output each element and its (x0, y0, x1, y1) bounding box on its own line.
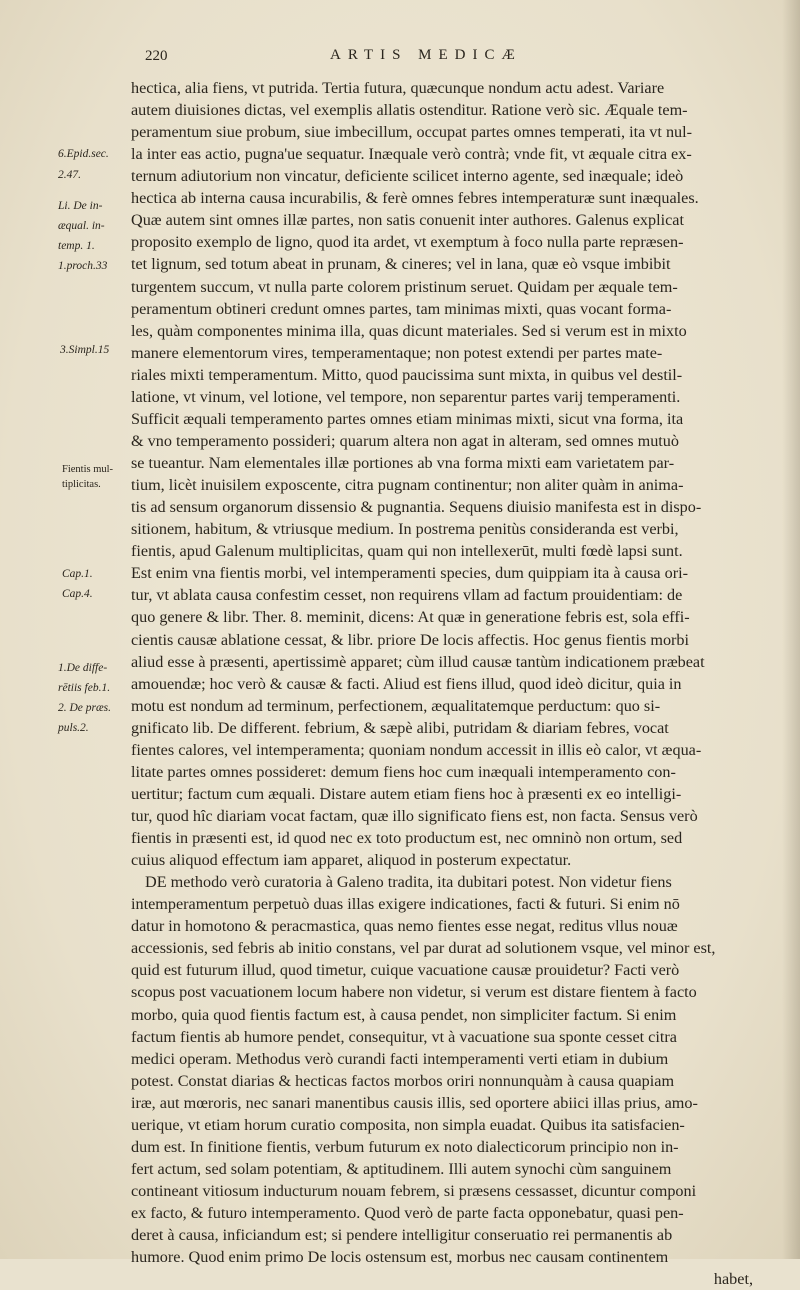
margin-note (58, 198, 138, 254)
text-line: tium, licèt inuisilem exposcente, citra pugnam continentur; non aliter quàm in anima- (131, 476, 684, 495)
text-line: uertitur; factum cum æquali. Distare autem etiam fiens hoc à præsenti ex eo intelligi- (131, 784, 682, 803)
margin-note-line: Cap.1. (62, 568, 93, 580)
margin-note-line: Cap.4. (62, 588, 93, 600)
text-line: quo genere & libr. Ther. 8. meminit, dicens: At quæ in generatione febris est, sola effi- (131, 608, 690, 627)
margin-note (62, 566, 142, 602)
text-line: tet lignum, sed totum abeat in prunam, & cineres; vel in lana, quæ eò vsque imbibit (131, 255, 671, 274)
text-line: potest. Constat diarias & hecticas factos morbos oriri nonnunquàm à causa quapiam (131, 1071, 675, 1090)
text-line: ex facto, & futuro intemperamento. Quod verò de parte facta opponebatur, quasi pen- (131, 1204, 684, 1223)
margin-note-line: 1.De diffe- (58, 662, 108, 674)
text-line: & vno temperamento possideri; quarum altera non agat in alteram, sed omnes mutuò (131, 431, 679, 450)
text-line: tur, vt ablata causa confestim cesset, non requirens vllam ad factum prouidentiam: de (131, 586, 683, 605)
margin-notes (0, 0, 130, 1259)
margin-note-line: 6.Epid.sec. (58, 148, 109, 160)
margin-note-line: 1.proch.33 (58, 260, 108, 272)
text-line: aliud esse à præsenti, apertissimè apparet; cùm illud causæ tantùm indicationem præbeat (131, 652, 705, 671)
text-line: Est enim vna fientis morbi, vel intemperamenti species, dum quippiam ita à causa ori- (131, 564, 688, 583)
margin-note (62, 462, 142, 492)
text-line: fientis, apud Galenum multiplicitas, quam qui non intellexerūt, multi fœdè lapsi sunt. (131, 542, 683, 561)
text-line: autem diuisiones dictas, vel exemplis allatis ostenditur. Ratione verò sic. Æquale tem- (131, 101, 688, 120)
margin-note-line: æqual. in- (58, 220, 105, 232)
text-line: litate partes omnes possideret: demum fiens hoc cum inæquali intemperamento con- (131, 762, 676, 781)
text-line: fert actum, sed solam potentiam, & aptitudinem. Illi autem synochi cùm sanguinem (131, 1159, 672, 1178)
text-line: se tueantur. Nam elementales illæ portiones ab vna forma mixti eam varietatem par- (131, 454, 675, 473)
text-line: datur in homotono & peracmastica, quas nemo fientes esse negat, reditus vllus nouæ (131, 917, 678, 936)
margin-note (58, 660, 138, 736)
margin-note-line: Li. De in- (58, 200, 103, 212)
text-line: factum fientis ab humore pendet, consequitur, vt à vacuatione sua sponte cesset citra (131, 1027, 677, 1046)
text-line: riales mixti temperamentum. Mitto, quod paucissima sunt mixta, in quibus vel destil- (131, 365, 683, 384)
text-line: sitionem, habitum, & vtriusque medium. In postrema penitùs consideranda est verbi, (131, 520, 679, 539)
page-number: 220 (145, 48, 168, 64)
text-line: fientis in præsenti est, id quod nec ex toto productum est, nec omninò non ortum, sed (131, 829, 683, 848)
margin-note (58, 146, 138, 183)
text-line: scopus post vacuationem locum habere non videtur, si verum est distare fientem à facto (131, 983, 697, 1002)
margin-note (58, 258, 138, 274)
catchword: habet, (713, 1270, 753, 1289)
margin-note-line: puls.2. (58, 722, 89, 734)
text-line: fientes calores, vel intemperamenta; quoniam nondum accessit in illis eò calor, vt æqua- (131, 740, 702, 759)
text-line: amouendæ; hoc verò & causæ & facti. Aliud est fiens illud, quod ideò dicitur, quia in (131, 674, 682, 693)
text-line: contineant vitiosum inducturum nouam febrem, si præsens cessasset, dicuntur componi (131, 1182, 697, 1200)
text-line: Quæ autem sint omnes illæ partes, non satis conuenit inter authores. Galenus explicat (131, 211, 684, 230)
text-line: morbo, quia quod fientis factum est, à causa pendet, non simpliciter factum. Si enim (131, 1005, 677, 1024)
text-line: peramentum siue probum, siue imbecillum, occupat partes omnes temperati, ita vt nul- (131, 123, 693, 142)
text-line: ternum adiutorium non vincatur, deficiente scilicet interno agente, sed inæquale; ideò (131, 167, 684, 186)
text-line: peramentum obtineri credunt omnes partes, tam minimas mixti, quas vocant forma- (131, 299, 672, 318)
text-line: motu est nondum ad terminum, perfectionem, æqualitatemque perductum: quo si- (131, 696, 661, 715)
page-edge-shadow (782, 0, 800, 1259)
text-line: DE methodo verò curatoria à Galeno tradita, ita dubitari potest. Non videtur fiens (145, 873, 672, 892)
text-line: intemperamentum perpetuò duas illas exigere indicationes, facti & futuri. Si enim nō (131, 895, 680, 914)
text-line: turgentem succum, vt nulla parte colorem pristinum seruet. Quidam per æquale tem- (131, 277, 678, 296)
text-line: manere elementorum vires, temperamentaque; non potest extendi per partes mate- (131, 343, 663, 362)
text-line: uerique, vt etiam horum curatio composita, non simpla euadat. Quibus ita satisfacien- (131, 1115, 685, 1134)
text-line: latione, vt vinum, vel lotione, vel tempore, non separentur partes varij temperamenti. (131, 387, 681, 406)
margin-note (60, 342, 140, 358)
text-line: cientis causæ ablatione cessat, & libr. priore De locis affectis. Hoc genus fientis morbi (131, 630, 690, 649)
text-line: hectica, alia fiens, vt putrida. Tertia futura, quæcunque nondum actu adest. Variare (131, 79, 665, 97)
text-line: proposito exemplo de ligno, quod ita ardet, vt exemptum à foco nulla parte repræsen- (131, 233, 684, 252)
text-line: tis ad sensum organorum dissensio & pugnantia. Sequens diuisio manifesta est in dispo- (131, 498, 702, 517)
text-line: humore. Quod enim primo De locis ostensum est, morbus nec causam continentem (131, 1248, 669, 1267)
text-line: quid est futurum illud, quod timetur, cuique vacuatione causæ prouidetur? Facti verò (131, 961, 680, 980)
margin-note-line: temp. 1. (58, 240, 95, 252)
text-line: dum est. In finitione fientis, verbum futurum ex noto dialecticorum principio non in- (131, 1137, 679, 1156)
margin-note-line: 3.Simpl.15 (60, 344, 110, 356)
text-line: gnificato lib. De different. febrium, & sæpè alibi, putridam & diariam febres, vocat (131, 718, 669, 737)
text-line: tur, quod hîc diariam vocat factam, quæ illo significato fiens est, non facta. Sensus verò (131, 806, 698, 825)
margin-note-line: rētiis feb.1. (58, 682, 111, 694)
text-line: la inter eas actio, pugna'ue sequatur. Inæquale verò contrà; vnde fit, vt æquale citra ex- (131, 145, 692, 164)
margin-note-line: Fientis mul- (62, 464, 114, 475)
text-line: Sufficit æquali temperamento partes omnes etiam minimas mixti, sicut vna forma, ita (131, 409, 684, 428)
margin-note-line: tiplicitas. (62, 479, 101, 490)
text-line: cuius aliquod effectum iam apparet, aliquod in posterum expectatur. (131, 851, 572, 870)
text-line: hectica ab interna causa incurabilis, & ferè omnes febres intemperaturæ sunt inæquales. (131, 189, 699, 208)
text-line: les, quàm componentes minima illa, quas dicunt materiales. Sed si verum est in mixto (131, 321, 687, 340)
text-line: accessionis, sed febris ab initio constans, vel par durat ad solutionem vsque, vel minor est, (131, 939, 716, 958)
running-title: ARTIS MEDICÆ (330, 47, 522, 63)
margin-note-line: 2.47. (58, 169, 81, 181)
text-line: medici operam. Methodus verò curandi facti intemperamenti verti etiam in dubium (131, 1049, 669, 1068)
page-header (145, 45, 765, 71)
text-line: iræ, aut mœroris, nec sanari manentibus causis illis, sed oportere abiici illas prius, amo- (131, 1093, 698, 1112)
margin-note-line: 2. De præs. (58, 702, 112, 714)
text-line: deret à causa, inficiandum est; si pendere intelligitur conseruatio rei permanentis ab (131, 1226, 673, 1245)
